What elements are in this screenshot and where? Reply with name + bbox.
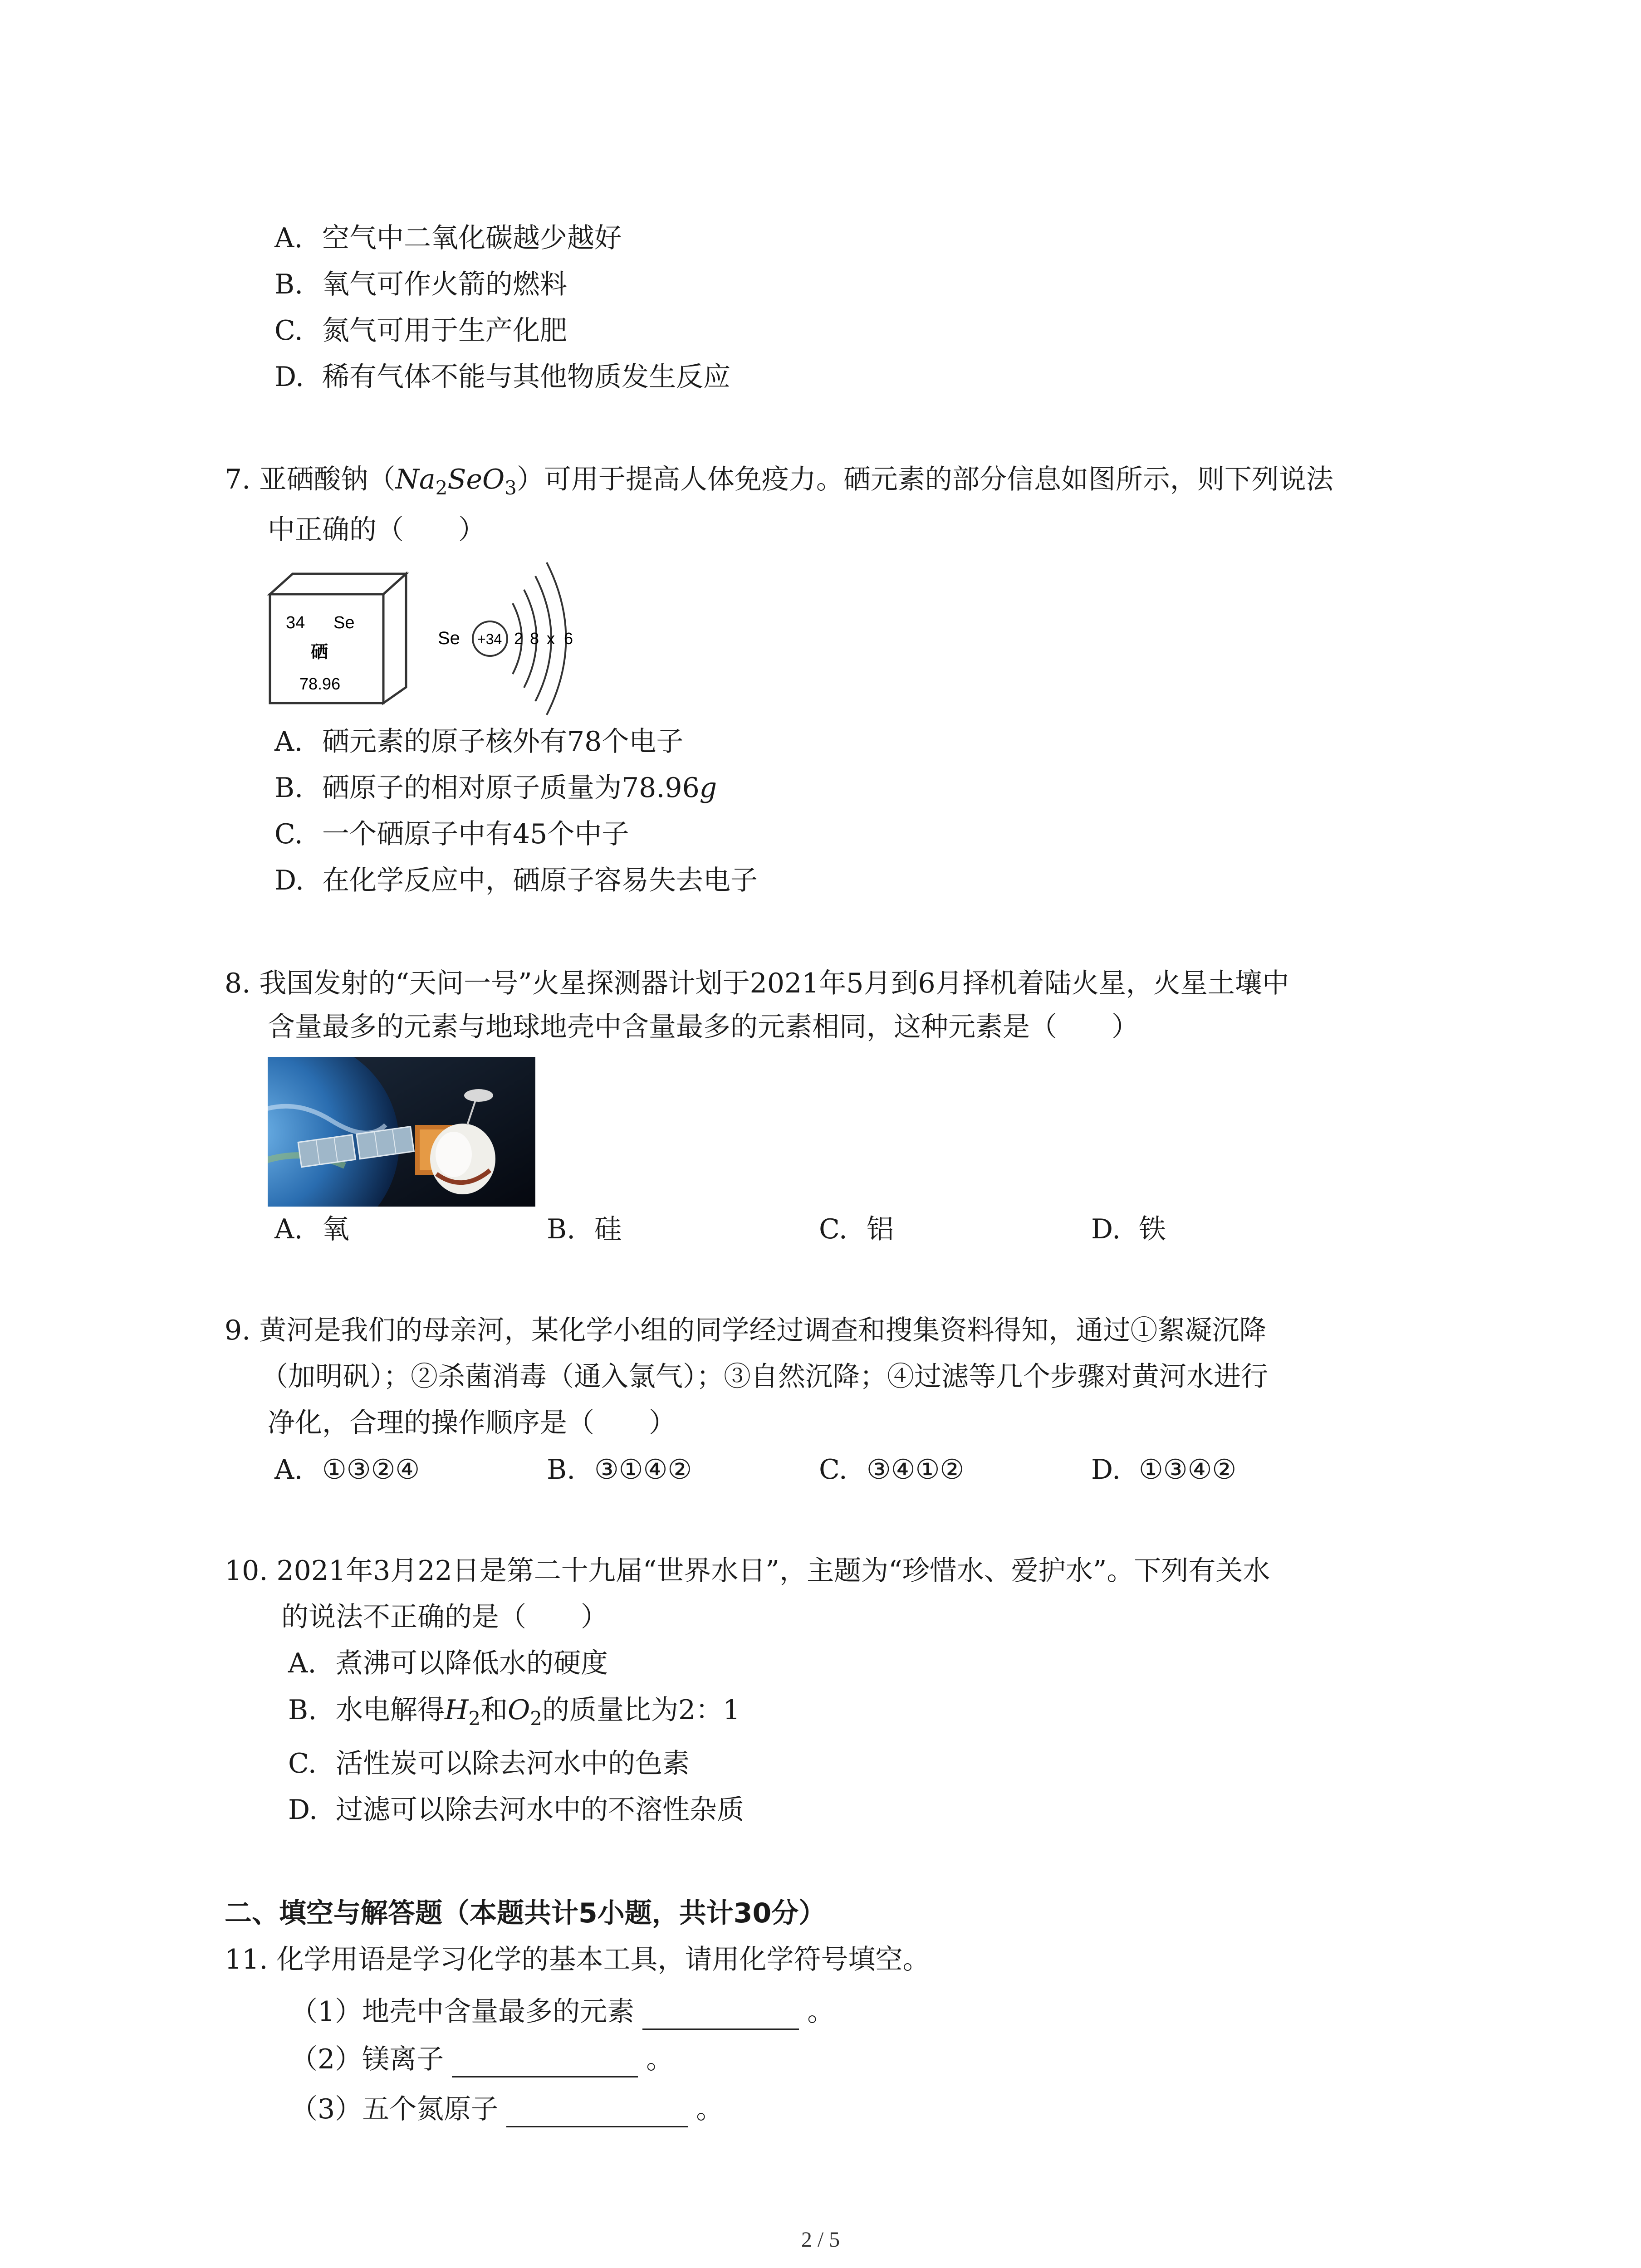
mars-probe-image [268, 1057, 535, 1207]
q6-option-b: B. 氧气可作火箭的燃料 [274, 269, 567, 300]
question-number: 7. [225, 464, 251, 495]
nucleus-charge: +34 [477, 631, 502, 647]
q7-option-b: B. 硒原子的相对原子质量为78.96g [274, 772, 717, 804]
q7-option-c: C. 一个硒原子中有45个中子 [274, 818, 629, 850]
q6-option-a: A. 空气中二氧化碳越少越好 [274, 222, 622, 254]
question-number: 9. [225, 1315, 251, 1346]
q7-option-d: D. 在化学反应中，硒原子容易失去电子 [274, 865, 758, 896]
q9-stem-line1: 9. 黄河是我们的母亲河，某化学小组的同学经过调查和搜集资料得知，通过①絮凝沉降 [225, 1315, 1267, 1346]
q10-stem-line1: 10. 2021年3月22日是第二十九届“世界水日”，主题为“珍惜水、爱护水”。下列有关水 [225, 1555, 1270, 1587]
q7-option-a: A. 硒元素的原子核外有78个电子 [274, 726, 684, 758]
selenium-element-card [265, 556, 411, 710]
q6-option-c: C. 氮气可用于生产化肥 [274, 315, 567, 347]
question-number: 8. [225, 968, 251, 999]
q6-option-d: D. 稀有气体不能与其他物质发生反应 [274, 361, 730, 393]
q9-option-b: B. ③①④② [547, 1454, 692, 1486]
q8-stem-line2: 含量最多的元素与地球地壳中含量最多的元素相同，这种元素是（ ） [268, 1011, 1139, 1043]
q10-option-d: D. 过滤可以除去河水中的不溶性杂质 [288, 1794, 744, 1826]
q10-stem-line2: 的说法不正确的是（ ） [281, 1601, 608, 1633]
shell-3: x [547, 629, 555, 648]
q10-option-c: C. 活性炭可以除去河水中的色素 [288, 1748, 690, 1779]
q7-stem-line2: 中正确的（ ） [268, 514, 485, 546]
section-heading: 二、填空与解答题（本题共计5小题，共计30分） [225, 1897, 826, 1929]
element-symbol: Se [333, 613, 355, 632]
answer-blank[interactable] [642, 2001, 799, 2030]
element-mass: 78.96 [299, 675, 341, 693]
q11-item-2: （2）镁离子 。 [290, 2041, 673, 2077]
q9-stem-line2: （加明矾）；②杀菌消毒（通入氯气）；③自然沉降；④过滤等几个步骤对黄河水进行 [261, 1361, 1268, 1393]
selenium-atom-structure-diagram [433, 553, 588, 717]
atom-symbol: Se [438, 628, 460, 648]
q9-stem-line3: 净化，合理的操作顺序是（ ） [268, 1407, 676, 1439]
shell-4: 6 [564, 629, 573, 648]
q10-option-b: B. 水电解得$H_2$和$O_2$的质量比为2：1 [288, 1694, 740, 1730]
element-number: 34 [286, 613, 305, 632]
question-number: 11. [225, 1944, 268, 1975]
q8-stem-line1: 8. 我国发射的“天问一号”火星探测器计划于2021年5月到6月择机着陆火星，火星土壤中 [225, 968, 1289, 999]
q9-option-c: C. ③④①② [819, 1454, 965, 1486]
element-name: 硒 [311, 642, 328, 662]
shell-2: 8 [530, 629, 539, 648]
shell-1: 2 [514, 629, 524, 648]
answer-blank[interactable] [506, 2099, 688, 2127]
q8-option-c: C. 铝 [819, 1213, 894, 1245]
q10-option-a: A. 煮沸可以降低水的硬度 [288, 1647, 608, 1679]
q8-option-b: B. 硅 [547, 1213, 622, 1245]
q8-option-a: A. 氧 [274, 1213, 349, 1245]
q11-item-1: （1）地壳中含量最多的元素 。 [290, 1994, 834, 2030]
q11-stem: 11. 化学用语是学习化学的基本工具，请用化学符号填空。 [225, 1944, 930, 1975]
q7-stem-line1: 7. 亚硒酸钠$(Na_2SeO_3)$可用于提高人体免疫力。硒元素的部分信息如图所示，则下列说法 [225, 464, 1333, 499]
q11-item-3: （3）五个氮原子 。 [290, 2091, 723, 2127]
q8-option-d: D. 铁 [1091, 1213, 1166, 1245]
q9-option-a: A. ①③②④ [274, 1454, 420, 1486]
page-number: 2 / 5 [801, 2228, 840, 2252]
answer-blank[interactable] [452, 2049, 638, 2077]
question-number: 10. [225, 1555, 268, 1587]
q9-option-d: D. ①③④② [1091, 1454, 1237, 1486]
